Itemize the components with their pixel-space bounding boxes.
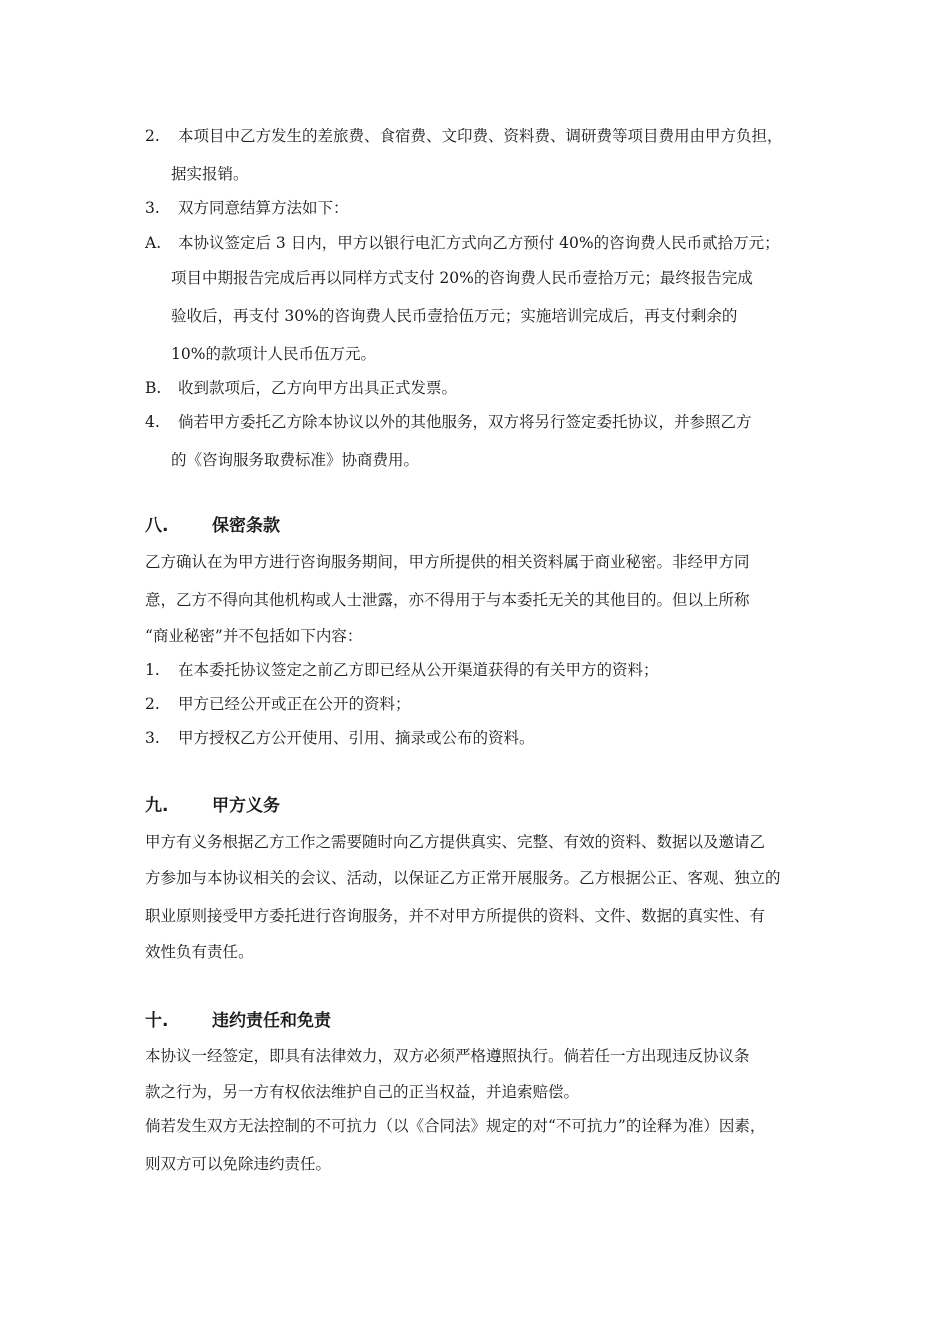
payment-item-a-continuation-1: 项目中期报告完成后再以同样方式支付 20%的咨询费人民币壹拾万元；最终报告完成 — [171, 269, 753, 287]
section-9-heading — [145, 794, 280, 818]
list-number: 3. — [145, 729, 160, 747]
section-10-paragraph-line-4: 则双方可以免除违约责任。 — [145, 1155, 332, 1173]
section-10-heading — [145, 1009, 331, 1033]
list-text: 本协议签定后 3 日内，甲方以银行电汇方式向乙方预付 40%的咨询费人民币贰拾万元； — [178, 234, 780, 252]
payment-item-4 — [145, 411, 820, 433]
list-number: 2. — [145, 127, 160, 145]
list-text: 在本委托协议签定之前乙方即已经从公开渠道获得的有关甲方的资料； — [178, 661, 659, 679]
list-number: B. — [145, 379, 162, 397]
payment-item-a-continuation-3: 10%的款项计人民币伍万元。 — [171, 345, 376, 363]
payment-item-a — [145, 232, 820, 254]
section-8-paragraph-line-1: 乙方确认在为甲方进行咨询服务期间，甲方所提供的相关资料属于商业秘密。非经甲方同 — [145, 553, 750, 571]
list-number: 4. — [145, 413, 160, 431]
payment-item-b — [145, 377, 820, 399]
section-10-paragraph-line-2: 款之行为，另一方有权依法维护自己的正当权益，并追索赔偿。 — [145, 1083, 580, 1101]
section-9-paragraph-line-1: 甲方有义务根据乙方工作之需要随时向乙方提供真实、完整、有效的资料、数据以及邀请乙 — [145, 833, 766, 851]
payment-item-2-continuation: 据实报销。 — [171, 165, 249, 183]
list-number: A. — [145, 234, 162, 252]
section-8-item-1 — [145, 659, 820, 681]
section-title: 保密条款 — [212, 516, 280, 536]
section-8-heading — [145, 514, 280, 538]
list-text: 倘若甲方委托乙方除本协议以外的其他服务，双方将另行签定委托协议，并参照乙方 — [178, 413, 752, 431]
payment-item-4-continuation: 的《咨询服务取费标准》协商费用。 — [171, 451, 420, 469]
list-text: 收到款项后，乙方向甲方出具正式发票。 — [178, 379, 458, 397]
section-number: 十. — [145, 1011, 169, 1031]
payment-item-3 — [145, 197, 820, 219]
payment-item-a-continuation-2: 验收后，再支付 30%的咨询费人民币壹拾伍万元；实施培训完成后，再支付剩余的 — [171, 307, 738, 325]
list-text: 本项目中乙方发生的差旅费、食宿费、文印费、资料费、调研费等项目费用由甲方负担， — [178, 127, 783, 145]
section-8-paragraph-line-3: “商业秘密”并不包括如下内容： — [145, 627, 363, 645]
list-text: 双方同意结算方法如下： — [178, 199, 349, 217]
payment-item-2 — [145, 125, 820, 147]
section-9-paragraph-line-3: 职业原则接受甲方委托进行咨询服务，并不对甲方所提供的资料、文件、数据的真实性、有 — [145, 907, 766, 925]
list-text: 甲方授权乙方公开使用、引用、摘录或公布的资料。 — [178, 729, 535, 747]
section-9-paragraph-line-2: 方参加与本协议相关的会议、活动，以保证乙方正常开展服务。乙方根据公正、客观、独立的 — [145, 869, 781, 887]
section-title: 违约责任和免责 — [212, 1011, 331, 1031]
section-8-item-2 — [145, 693, 820, 715]
section-8-item-3 — [145, 727, 820, 749]
section-9-paragraph-line-4: 效性负有责任。 — [145, 943, 254, 961]
section-8-paragraph-line-2: 意，乙方不得向其他机构或人士泄露，亦不得用于与本委托无关的其他目的。但以上所称 — [145, 591, 750, 609]
section-10-paragraph-line-3: 倘若发生双方无法控制的不可抗力（以《合同法》规定的对“不可抗力”的诠释为准）因素， — [145, 1117, 766, 1135]
list-number: 1. — [145, 661, 160, 679]
section-number: 九. — [145, 796, 169, 816]
section-10-paragraph-line-1: 本协议一经签定，即具有法律效力，双方必须严格遵照执行。倘若任一方出现违反协议条 — [145, 1047, 750, 1065]
list-text: 甲方已经公开或正在公开的资料； — [178, 695, 411, 713]
section-title: 甲方义务 — [212, 796, 280, 816]
list-number: 2. — [145, 695, 160, 713]
list-number: 3. — [145, 199, 160, 217]
section-number: 八. — [145, 516, 169, 536]
